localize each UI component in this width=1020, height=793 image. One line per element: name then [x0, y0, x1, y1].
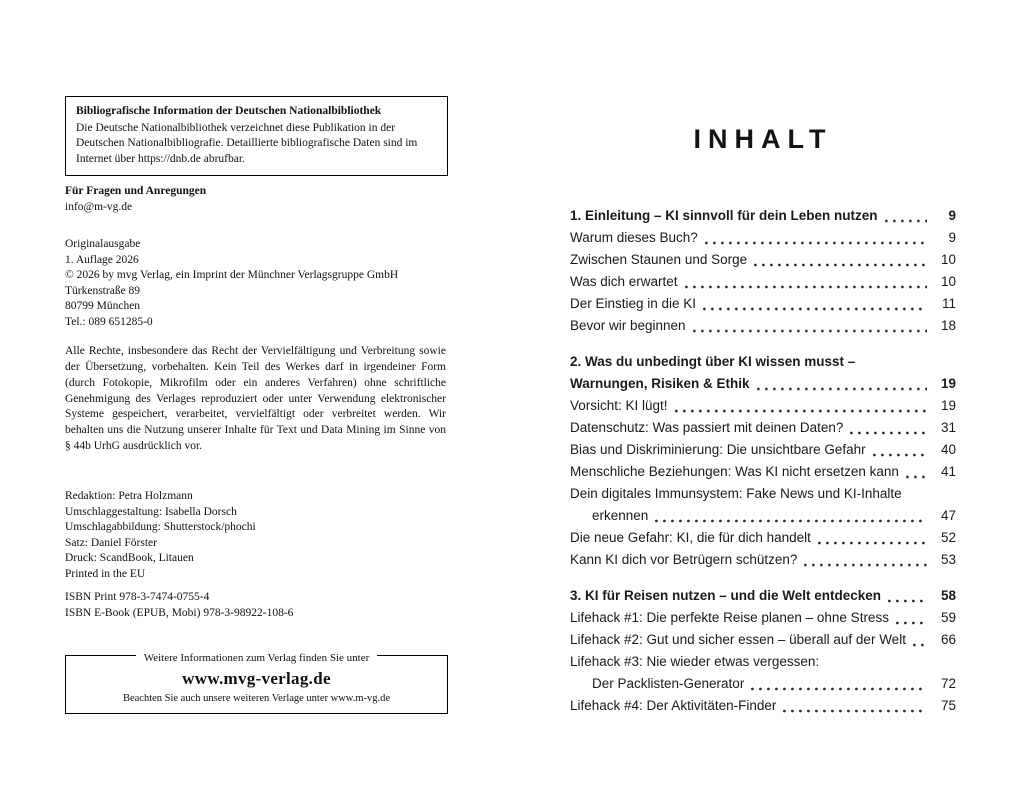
toc-page-number: 10 [940, 252, 956, 267]
toc-entry-label: Vorsicht: KI lügt! [570, 398, 668, 413]
credits-line: Redaktion: Petra Holzmann [65, 490, 193, 502]
credits-block [65, 489, 256, 582]
toc-leader-dots [888, 599, 927, 603]
bibliographic-info-body: Die Deutsche Nationalbibliothek verzeichnet diese Publikation in der Deutschen Nationalbibliografie. Detaillierte bibliografische Daten sind im Internet über https://dnb.de abrufbar. [76, 121, 418, 165]
contact-email: info@m-vg.de [65, 201, 133, 214]
toc-chapter-row [570, 205, 956, 227]
toc-entry-row [570, 695, 956, 717]
credits-line: Printed in the EU [65, 567, 146, 580]
toc-page-number: 47 [940, 508, 956, 523]
toc-leader-dots [685, 285, 927, 289]
toc-leader-dots [757, 387, 927, 391]
toc-leader-dots [896, 621, 927, 625]
credits-line: Satz: Daniel Förster [65, 536, 157, 549]
toc-page-number: 40 [940, 442, 956, 457]
toc-leader-dots [913, 643, 927, 647]
toc-leader-dots [818, 541, 927, 545]
credits-line: Umschlagabbildung: Shutterstock/phochi [65, 521, 256, 534]
toc-entry-row [570, 271, 956, 293]
toc-chapter-row [570, 585, 956, 607]
publisher-box-legend-text: Weitere Informationen zum Verlag finden Sie unter [136, 652, 378, 664]
toc-page-number: 9 [948, 208, 956, 223]
contact-block [65, 183, 206, 215]
edition-line: Tel.: 089 651285-0 [65, 315, 153, 328]
publisher-info-box [65, 652, 448, 714]
toc-entry-row [570, 293, 956, 315]
toc-entry-label: 3. KI für Reisen nutzen – und die Welt entdecken [570, 588, 882, 603]
toc-entry-label: Lifehack #2: Gut und sicher essen – überall auf der Welt [570, 632, 906, 647]
toc-leader-dots [783, 709, 927, 713]
contact-title: Für Fragen und Anregungen [65, 185, 207, 197]
edition-line: 1. Auflage 2026 [65, 253, 139, 266]
credits-line: Umschlaggestaltung: Isabella Dorsch [65, 505, 237, 518]
toc-chapter-row [570, 373, 956, 395]
bibliographic-info-title: Bibliografische Information der Deutschen Nationalbibliothek [76, 105, 382, 117]
isbn-ebook: ISBN E-Book (EPUB, Mobi) 978-3-98922-108-6 [65, 607, 294, 620]
edition-block [65, 237, 398, 330]
toc-leader-dots [885, 219, 927, 223]
toc-entry-row [570, 527, 956, 549]
toc-page-number: 53 [940, 552, 956, 567]
toc-entry-label: Warnungen, Risiken & Ethik [570, 376, 750, 391]
toc-entry-row [570, 673, 956, 695]
toc-entry-label: Warum dieses Buch? [570, 230, 698, 245]
toc-entry-label: Datenschutz: Was passiert mit deinen Daten? [570, 420, 844, 435]
toc-leader-dots [804, 563, 927, 567]
toc-entry-label: Bias und Diskriminierung: Die unsichtbare Gefahr [570, 442, 866, 457]
toc-entry-row [570, 505, 956, 527]
edition-line: © 2026 by mvg Verlag, ein Imprint der Münchner Verlagsgruppe GmbH [65, 269, 399, 282]
toc-entry-row [570, 439, 956, 461]
edition-line: Originalausgabe [65, 238, 141, 250]
toc-page-number: 58 [940, 588, 956, 603]
toc-page-number: 41 [940, 464, 956, 479]
toc-entry-label: Lifehack #4: Der Aktivitäten-Finder [570, 698, 777, 713]
toc-entry-label: Lifehack #1: Die perfekte Reise planen – ohne Stress [570, 610, 889, 625]
toc-page-number: 75 [940, 698, 956, 713]
toc-entry-row [570, 227, 956, 249]
toc-chapter-row [570, 351, 956, 373]
toc-entry-row [570, 483, 956, 505]
toc-entry-row [570, 629, 956, 651]
toc-leader-dots [693, 329, 927, 333]
toc-leader-dots [754, 263, 927, 267]
toc-page-number: 10 [940, 274, 956, 289]
toc-entry-label: Kann KI dich vor Betrügern schützen? [570, 552, 798, 567]
toc-leader-dots [655, 519, 927, 523]
toc-leader-dots [751, 687, 927, 691]
toc-entry-row [570, 461, 956, 483]
edition-line: Türkenstraße 89 [65, 284, 141, 297]
toc-entry-row [570, 651, 956, 673]
toc-entry-label: Die neue Gefahr: KI, die für dich handelt [570, 530, 811, 545]
toc-page-number: 9 [948, 230, 956, 245]
toc-entry-row [570, 315, 956, 337]
publisher-url: www.mvg-verlag.de [182, 669, 331, 688]
toc-entry-label: Der Einstieg in die KI [570, 296, 697, 311]
toc-leader-dots [703, 307, 927, 311]
toc-entry-label: Was dich erwartet [570, 274, 678, 289]
toc-page-number: 52 [940, 530, 956, 545]
toc-entry-label: 1. Einleitung – KI sinnvoll für dein Leben nutzen [570, 208, 878, 223]
edition-line: 80799 München [65, 300, 141, 313]
toc-entry-label: Lifehack #3: Nie wieder etwas vergessen: [570, 654, 820, 669]
toc-entry-row [570, 417, 956, 439]
publisher-note: Beachten Sie auch unsere weiteren Verlage unter www.m-vg.de [122, 693, 391, 704]
toc-page-number: 18 [940, 318, 956, 333]
toc-entry-label: 2. Was du unbedingt über KI wissen musst – [570, 354, 856, 369]
toc-leader-dots [906, 475, 927, 479]
toc-leader-dots [850, 431, 927, 435]
toc-entry-label: Der Packlisten-Generator [592, 676, 745, 691]
toc-page-number: 11 [941, 296, 956, 311]
toc-page-number: 19 [940, 376, 956, 391]
toc-page-number: 31 [940, 420, 956, 435]
toc-entry-label: Dein digitales Immunsystem: Fake News und KI-Inhalte [570, 486, 902, 501]
isbn-block [65, 589, 293, 621]
toc-entry-label: erkennen [592, 508, 649, 523]
toc-entry-label: Menschliche Beziehungen: Was KI nicht ersetzen kann [570, 464, 899, 479]
toc-page-number: 59 [940, 610, 956, 625]
toc-entry-row [570, 549, 956, 571]
toc-entry-label: Bevor wir beginnen [570, 318, 686, 333]
toc-title: INHALT [693, 124, 833, 154]
toc-page-number: 72 [940, 676, 956, 691]
publisher-box-legend [66, 648, 447, 666]
credits-line: Druck: ScandBook, Litauen [65, 552, 194, 565]
toc-entry-row [570, 249, 956, 271]
toc-page-number: 66 [940, 632, 956, 647]
rights-paragraph: Alle Rechte, insbesondere das Recht der Vervielfältigung und Verbreitung sowie der Übersetzung, vorbehalten. Kein Teil des Werkes darf in irgendeiner Form (durch Fotokopie, Mikrofilm oder ein anderes Verfahren) ohne schriftliche Genehmigung des Verlages reproduziert oder unter Verwendung elektronischer Systeme gespeichert, verarbeitet, vervielfältigt oder verbreitet werden. Wir behalten uns die Nutzung unserer Inhalte für Text und Data Mining im Sinne von § 44b UrhG ausdrücklich vor. [65, 345, 446, 453]
bibliographic-info-box [65, 96, 448, 176]
toc-entry-row [570, 607, 956, 629]
toc-list [570, 205, 956, 717]
toc-leader-dots [705, 241, 927, 245]
toc-leader-dots [873, 453, 927, 457]
toc-entry-row [570, 395, 956, 417]
isbn-print: ISBN Print 978-3-7474-0755-4 [65, 591, 210, 603]
toc-leader-dots [675, 409, 927, 413]
toc-entry-label: Zwischen Staunen und Sorge [570, 252, 748, 267]
toc-page-number: 19 [940, 398, 956, 413]
